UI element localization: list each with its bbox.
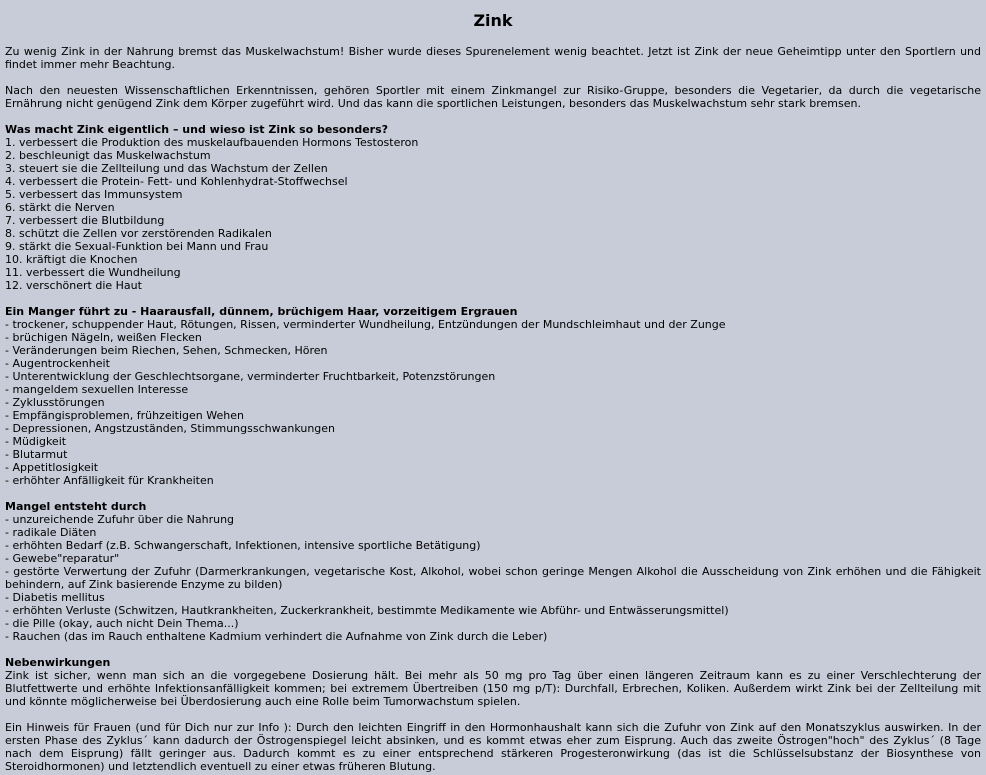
list-item: - Veränderungen beim Riechen, Sehen, Schmecken, Hören (5, 344, 328, 357)
spacer (5, 643, 981, 656)
list-item: - erhöhten Verluste (Schwitzen, Hautkrankheiten, Zuckerkrankheit, bestimmte Medikamente wie Abführ- und Entwässerungsmittel) (5, 604, 729, 617)
list-item: 2. beschleunigt das Muskelwachstum (5, 149, 211, 162)
list-item: 8. schützt die Zellen vor zerstörenden Radikalen (5, 227, 272, 240)
list-item: - Empfängisproblemen, frühzeitigen Wehen (5, 409, 244, 422)
benefits-list (5, 136, 981, 292)
list-item: - brüchigen Nägeln, weißen Flecken (5, 331, 202, 344)
list-item: 5. verbessert das Immunsystem (5, 188, 183, 201)
list-item: - erhöhter Anfälligkeit für Krankheiten (5, 474, 214, 487)
list-item: - Müdigkeit (5, 435, 67, 448)
list-item: 4. verbessert die Protein- Fett- und Kohlenhydrat-Stoffwechsel (5, 175, 348, 188)
women-note: Ein Hinweis für Frauen (und für Dich nur zur Info ): Durch den leichten Eingriff in den Hormonhaushalt kann sich die Zufuhr von Zink auf den Monatszyklus auswirken. In der ersten Phase des Zyklus´ kann dadurch der Östrogenspiegel leicht absinken, und es kommt etwas eher zum Eisprung. Auch das zweite Östrogen"hoch" des Zyklus´ (8 Tage nach dem Eisprung) fällt geringer aus. Dadurch kommt es zu einer entsprechend stärkeren Progesteronwirkung (das ist die Schlüsselsubstanz der Biosynthese von Steroidhormonen) und letztendlich eventuell zu einer etwas früheren Blutung. (5, 721, 981, 773)
spacer (5, 292, 981, 305)
spacer (5, 110, 981, 123)
causes-list (5, 513, 981, 643)
list-item: - Diabetis mellitus (5, 591, 105, 604)
page-title: Zink (473, 11, 513, 30)
spacer (5, 708, 981, 721)
side-effects-heading: Nebenwirkungen (5, 656, 111, 669)
list-item: - mangeldem sexuellen Interesse (5, 383, 189, 396)
list-item: 11. verbessert die Wundheilung (5, 266, 181, 279)
list-item: - Blutarmut (5, 448, 68, 461)
list-item: - die Pille (okay, auch nicht Dein Thema...) (5, 617, 239, 630)
list-item: - Rauchen (das im Rauch enthaltene Kadmium verhindert die Aufnahme von Zink durch die Leber) (5, 630, 548, 643)
list-item: - Zyklusstörungen (5, 396, 105, 409)
list-item: 3. steuert sie die Zellteilung und das Wachstum der Zellen (5, 162, 328, 175)
causes-heading: Mangel entsteht durch (5, 500, 147, 513)
list-item: 12. verschönert die Haut (5, 279, 142, 292)
list-item: - gestörte Verwertung der Zufuhr (Darmerkrankungen, vegetarische Kost, Alkohol, wobei schon geringe Mengen Alkohol die Ausscheidung von Zink erhöhen und die Fähigkeit behindern, auf Zink basierende Enzyme zu bilden) (5, 565, 981, 591)
list-item: 9. stärkt die Sexual-Funktion bei Mann und Frau (5, 240, 269, 253)
list-item: - Depressionen, Angstzuständen, Stimmungsschwankungen (5, 422, 336, 435)
list-item: - erhöhten Bedarf (z.B. Schwangerschaft, Infektionen, intensive sportliche Betätigung) (5, 539, 481, 552)
side-effects-text: Zink ist sicher, wenn man sich an die vorgegebene Dosierung hält. Bei mehr als 50 mg pro Tag über einen längeren Zeitraum kann es zu einer Verschlechterung der Blutfettwerte und erhöhte Infektionsanfälligkeit kommen; bei extremem Übertreiben (150 mg p/T): Durchfall, Erbrechen, Koliken. Außerdem wirkt Zink bei der Zellteilung mit und könnte möglicherweise bei Überdosierung auch eine Rolle beim Tumorwachstum spielen. (5, 669, 981, 708)
list-item: - Gewebe"reparatur" (5, 552, 120, 565)
list-item: - unzureichende Zufuhr über die Nahrung (5, 513, 235, 526)
deficiency-heading: Ein Manger führt zu - Haarausfall, dünnem, brüchigem Haar, vorzeitigem Ergrauen (5, 305, 518, 318)
list-item: 6. stärkt die Nerven (5, 201, 115, 214)
intro-paragraph-2: Nach den neuesten Wissenschaftlichen Erkenntnissen, gehören Sportler mit einem Zinkmangel zur Risiko-Gruppe, besonders die Vegetarier, da durch die vegetarische Ernährung nicht genügend Zink dem Körper zugeführt wird. Und das kann die sportlichen Leistungen, besonders das Muskelwachstum sehr stark bremsen. (5, 84, 981, 110)
spacer (5, 487, 981, 500)
list-item: - radikale Diäten (5, 526, 97, 539)
list-item: - Appetitlosigkeit (5, 461, 99, 474)
list-item: 10. kräftigt die Knochen (5, 253, 138, 266)
intro-paragraph-1: Zu wenig Zink in der Nahrung bremst das Muskelwachstum! Bisher wurde dieses Spurenelement wenig beachtet. Jetzt ist Zink der neue Geheimtipp unter den Sportlern und findet immer mehr Beachtung. (5, 45, 981, 71)
benefits-heading: Was macht Zink eigentlich – und wieso ist Zink so besonders? (5, 123, 389, 136)
spacer (5, 71, 981, 84)
list-item: - Unterentwicklung der Geschlechtsorgane, verminderter Fruchtbarkeit, Potenzstörungen (5, 370, 496, 383)
deficiency-list (5, 318, 981, 487)
list-item: 7. verbessert die Blutbildung (5, 214, 165, 227)
list-item: 1. verbessert die Produktion des muskelaufbauenden Hormons Testosteron (5, 136, 419, 149)
list-item: - Augentrockenheit (5, 357, 110, 370)
list-item: - trockener, schuppender Haut, Rötungen, Rissen, verminderter Wundheilung, Entzündungen der Mundschleimhaut und der Zunge (5, 318, 726, 331)
